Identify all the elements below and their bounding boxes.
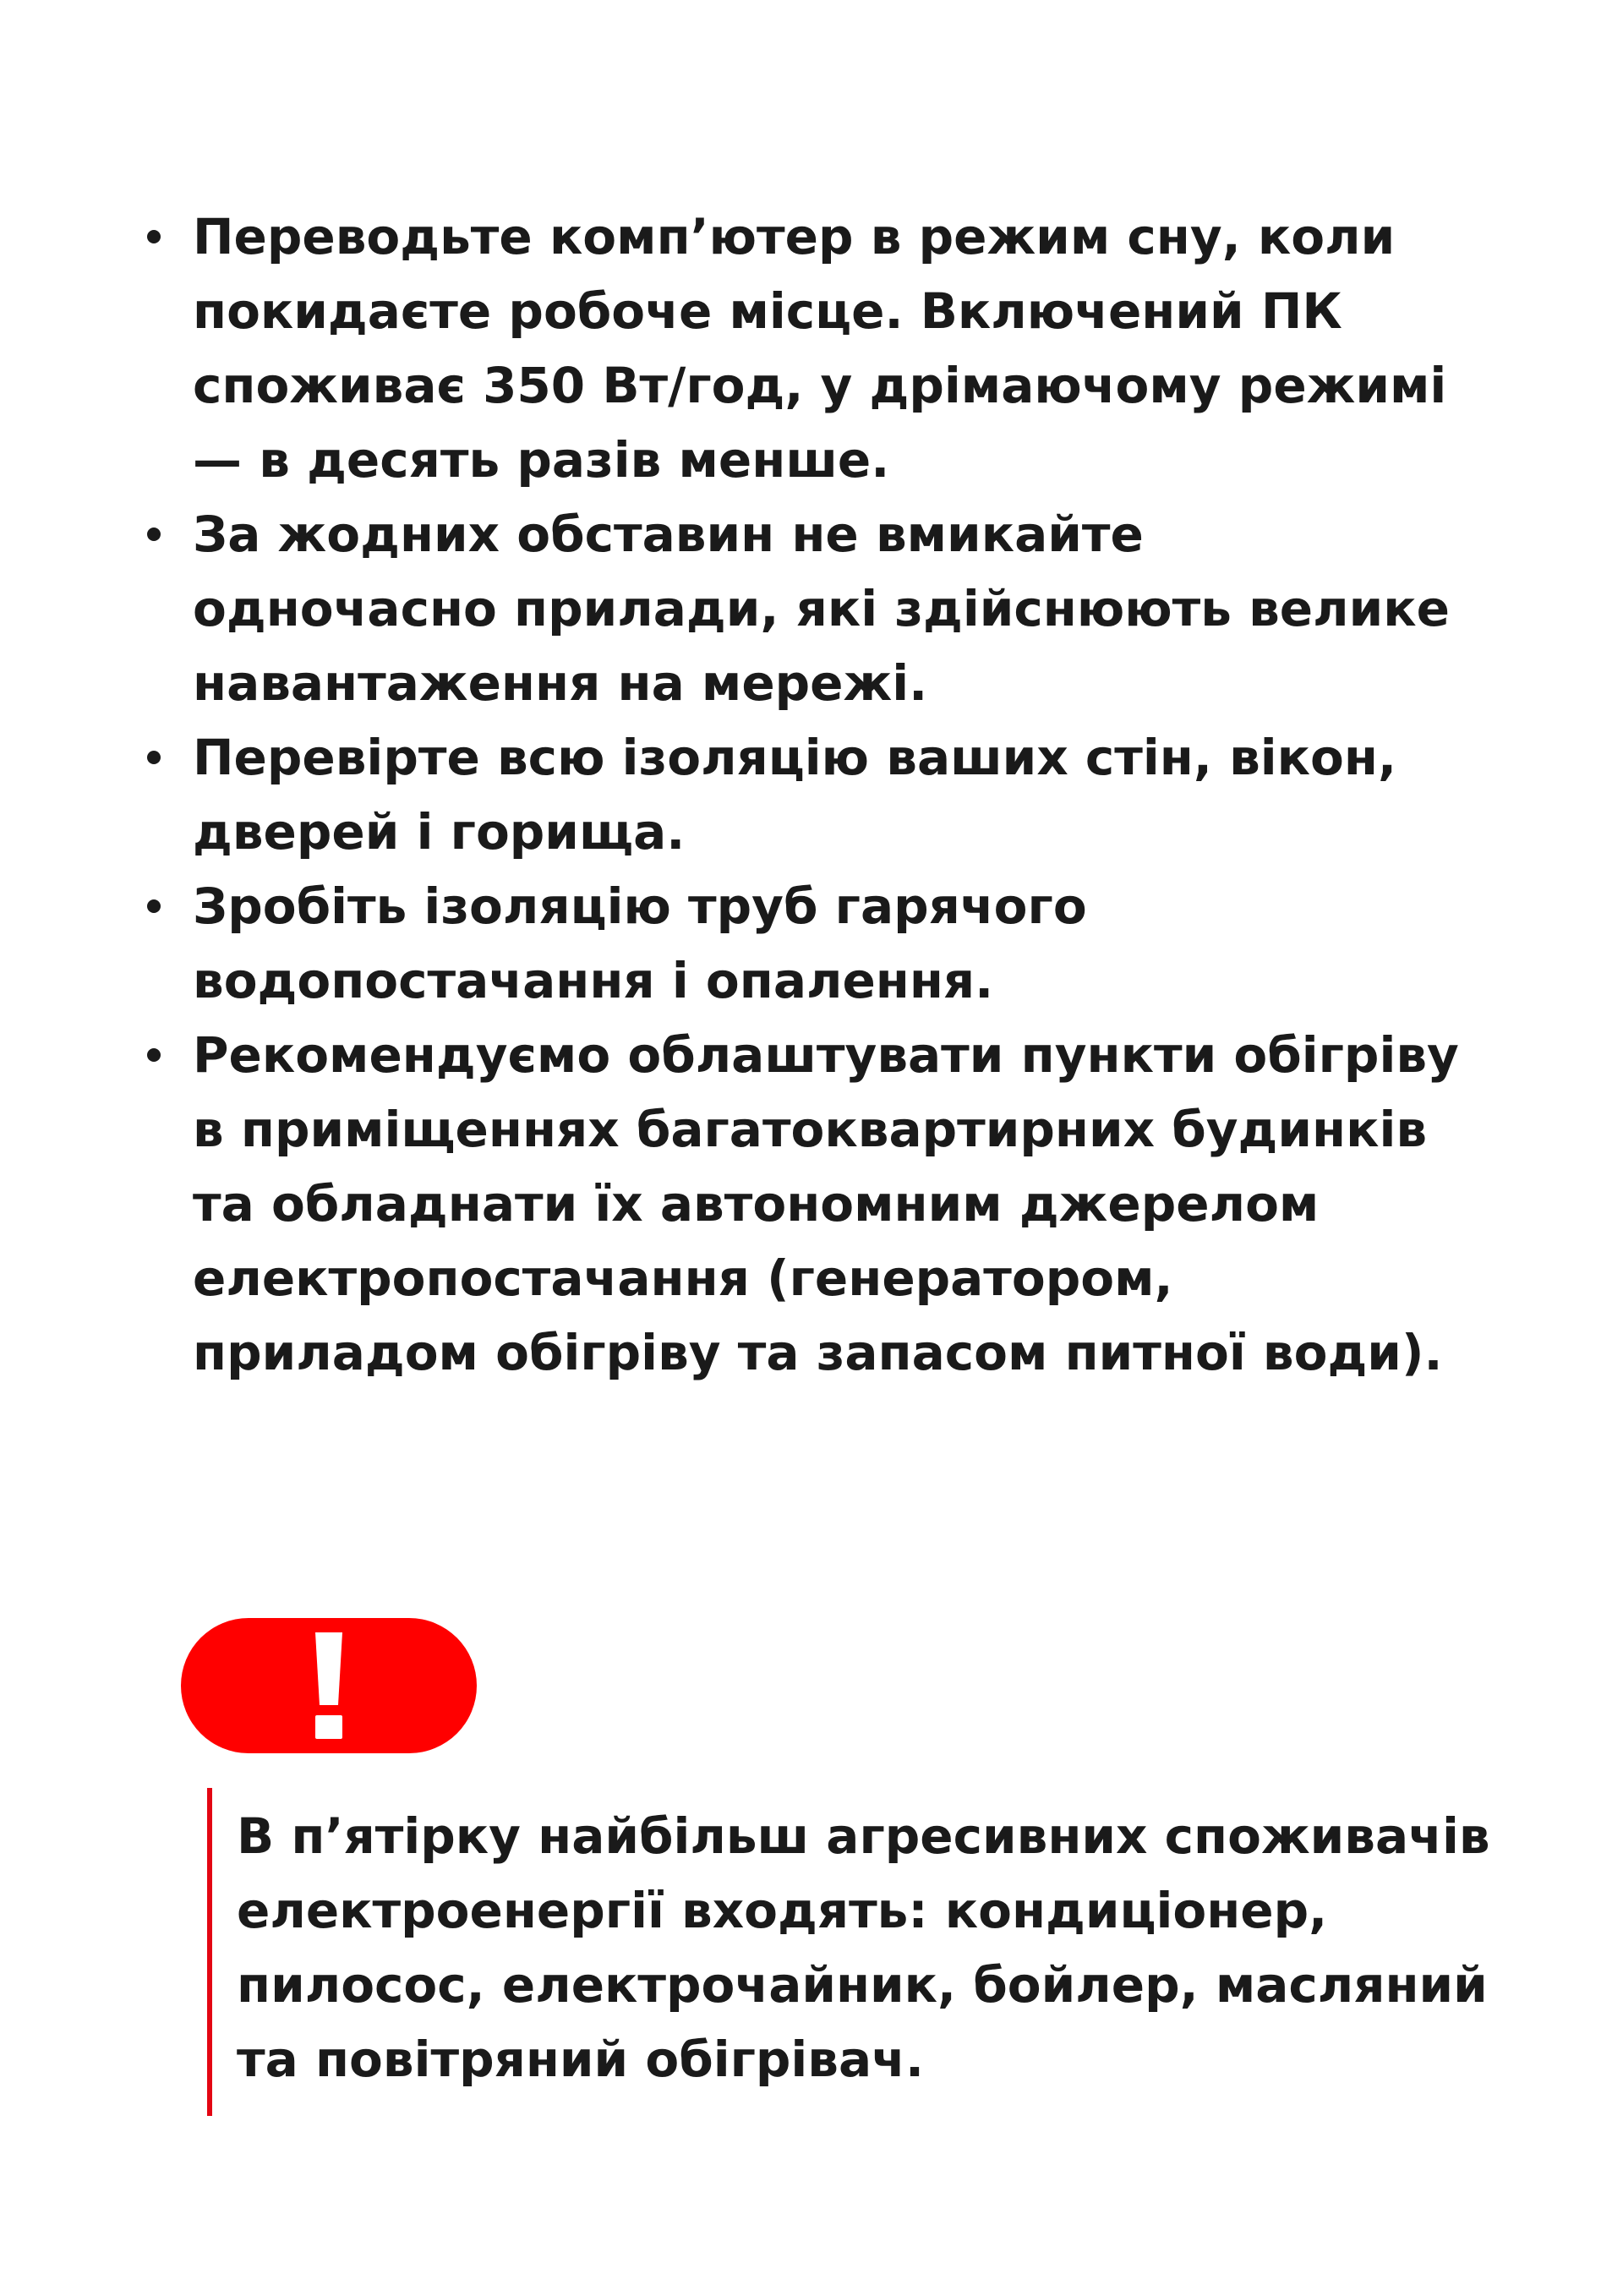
list-item <box>144 1018 1462 1390</box>
tips-list <box>144 200 1462 1390</box>
note-text: В п’ятірку найбільш агресивних споживачів електроенергії входять: кондиціонер, пилосос, електрочайник, бойлер, масляний та повітряний обігрівач. <box>237 1807 1490 2088</box>
bullet-icon <box>147 528 161 541</box>
list-item <box>144 720 1462 869</box>
alert-badge <box>181 1618 477 1753</box>
list-item <box>144 497 1462 720</box>
exclamation-icon <box>310 1632 347 1739</box>
tip-text: За жодних обставин не вмикайте одночасно прилади, які здійснюють велике навантаження на мережі. <box>193 506 1450 712</box>
list-item <box>144 200 1462 497</box>
tip-text: Переводьте комп’ютер в режим сну, коли покидаєте робоче місце. Включений ПК споживає 350 Вт/год, у дрімаючому режимі — в десять разів менше. <box>193 208 1447 489</box>
bullet-icon <box>147 1048 161 1062</box>
bullet-icon <box>147 230 161 243</box>
list-item <box>144 869 1462 1018</box>
bullet-icon <box>147 751 161 764</box>
tip-text: Перевірте всю ізоляцію ваших стін, вікон, дверей і горища. <box>193 729 1397 861</box>
bullet-icon <box>147 899 161 913</box>
tip-text: Зробіть ізоляцію труб гарячого водопостачання і опалення. <box>193 877 1087 1009</box>
note-accent-bar <box>207 1788 212 2116</box>
tip-text: Рекомендуємо облаштувати пункти обігріву в приміщеннях багатоквартирних будинків та обладнати їх автономним джерелом електропостачання (генератором, приладом обігріву та запасом питної води). <box>193 1026 1459 1381</box>
